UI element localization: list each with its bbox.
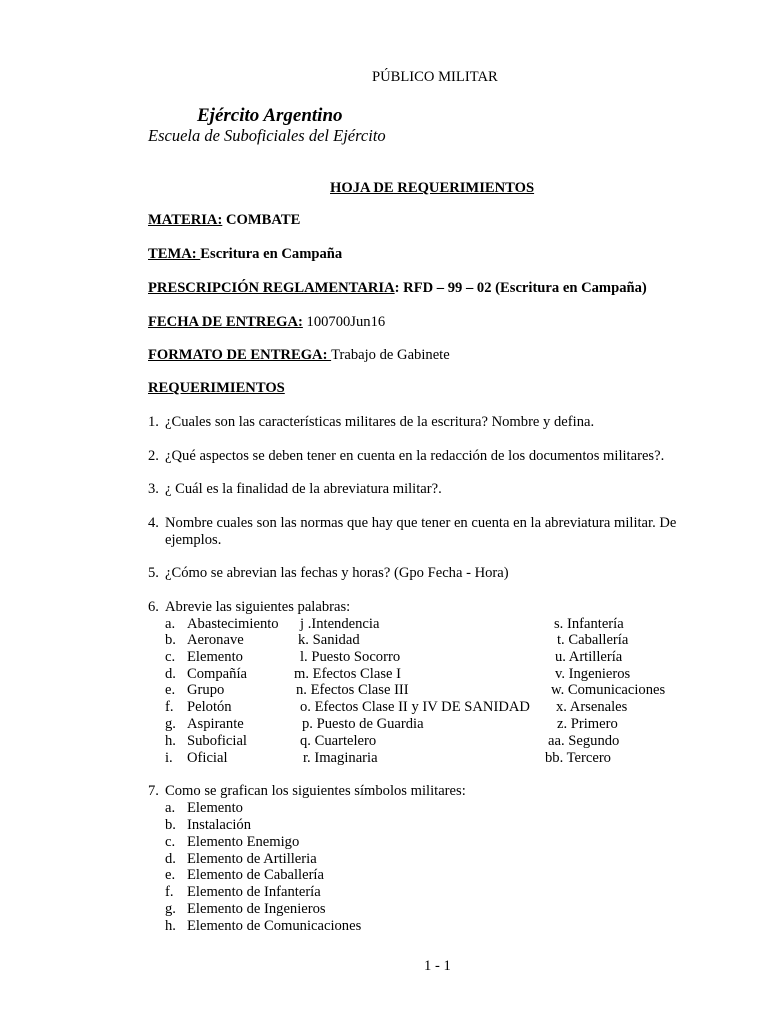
formato-label: FORMATO DE ENTREGA: (148, 347, 332, 363)
abbrev-row-g-letter: g. (165, 716, 176, 732)
formato-value: Trabajo de Gabinete (331, 347, 450, 363)
abbrev-row-a-middle: j .Intendencia (300, 616, 380, 632)
abbrev-row-i-middle: r. Imaginaria (303, 750, 378, 766)
field-materia (148, 212, 300, 229)
symbol-item-g-text: Elemento de Ingenieros (187, 901, 326, 917)
abbrev-row-h-right: aa. Segundo (548, 733, 620, 749)
abbrev-row-a-right: s. Infantería (554, 616, 624, 632)
abbrev-row-h-letter: h. (165, 733, 176, 749)
question-4-number: 4. (148, 515, 159, 531)
symbol-item-d-letter: d. (165, 851, 176, 867)
abbrev-row-b-right: t. Caballería (557, 632, 629, 648)
abbrev-row-f-word: Pelotón (187, 699, 232, 715)
symbol-item-c-letter: c. (165, 834, 176, 850)
symbol-item-f-text: Elemento de Infantería (187, 884, 321, 900)
abbrev-row-e-right: w. Comunicaciones (551, 682, 666, 698)
question-1-text: ¿Cuales son las características militares de la escritura? Nombre y defina. (165, 414, 595, 430)
abbrev-row-i-word: Oficial (187, 750, 228, 766)
symbol-item-g-letter: g. (165, 901, 176, 917)
classification-header: PÚBLICO MILITAR (372, 69, 498, 85)
question-4-text-line-2: ejemplos. (165, 532, 222, 548)
fecha-value: 100700Jun16 (302, 314, 386, 330)
fecha-label: FECHA DE ENTREGA: (148, 314, 303, 330)
materia-label: MATERIA: (148, 212, 223, 228)
field-fecha (148, 314, 385, 331)
abbrev-row-e-letter: e. (165, 682, 176, 698)
requirements-heading: REQUERIMIENTOS (148, 380, 285, 396)
symbol-item-a-text: Elemento (187, 800, 243, 816)
symbol-item-b-text: Instalación (187, 817, 252, 833)
prescripcion-value: : RFD – 99 – 02 (Escritura en Campaña) (394, 280, 647, 296)
question-2-text: ¿Qué aspectos se deben tener en cuenta en la redacción de los documentos militares?. (165, 448, 665, 464)
abbrev-row-g-right: z. Primero (557, 716, 618, 732)
field-formato (148, 347, 450, 364)
question-5-text: ¿Cómo se abrevian las fechas y horas? (Gpo Fecha - Hora) (165, 565, 509, 581)
abbrev-row-b-word: Aeronave (187, 632, 244, 648)
org-name: Ejército Argentino (197, 105, 343, 126)
abbrev-row-d-right: v. Ingenieros (555, 666, 631, 682)
question-2-number: 2. (148, 448, 159, 464)
document-title: HOJA DE REQUERIMIENTOS (330, 180, 535, 196)
symbol-item-c-text: Elemento Enemigo (187, 834, 300, 850)
question-3-text: ¿ Cuál es la finalidad de la abreviatura militar?. (165, 481, 442, 497)
symbol-item-h-text: Elemento de Comunicaciones (187, 918, 362, 934)
tema-label: TEMA: (148, 246, 201, 262)
question-6-text: Abrevie las siguientes palabras: (165, 599, 351, 615)
abbrev-row-c-middle: l. Puesto Socorro (300, 649, 401, 665)
symbol-item-h-letter: h. (165, 918, 176, 934)
symbol-item-d-text: Elemento de Artilleria (187, 851, 317, 867)
abbrev-row-h-middle: q. Cuartelero (300, 733, 377, 749)
abbrev-row-c-right: u. Artillería (555, 649, 623, 665)
field-tema (148, 246, 342, 263)
symbol-item-b-letter: b. (165, 817, 176, 833)
symbol-item-f-letter: f. (165, 884, 174, 900)
abbrev-row-a-letter: a. (165, 616, 176, 632)
abbrev-row-i-right: bb. Tercero (545, 750, 611, 766)
tema-value: Escritura en Campaña (200, 246, 343, 262)
page-number: 1 - 1 (424, 958, 451, 974)
materia-value: COMBATE (222, 212, 301, 228)
abbrev-row-b-middle: k. Sanidad (298, 632, 360, 648)
field-prescripcion (148, 280, 647, 297)
abbrev-row-c-word: Elemento (187, 649, 243, 665)
prescripcion-label: PRESCRIPCIÓN REGLAMENTARIA (148, 280, 395, 296)
question-7-number: 7. (148, 783, 159, 799)
question-7-text: Como se grafican los siguientes símbolos militares: (165, 783, 466, 799)
question-4-text-line-1: Nombre cuales son las normas que hay que tener en cuenta en la abreviatura militar. De (165, 515, 677, 531)
abbrev-row-a-word: Abastecimiento (187, 616, 279, 632)
symbol-item-e-letter: e. (165, 867, 176, 883)
abbrev-row-c-letter: c. (165, 649, 176, 665)
abbrev-row-e-word: Grupo (187, 682, 225, 698)
abbrev-row-d-letter: d. (165, 666, 176, 682)
question-1-number: 1. (148, 414, 159, 430)
abbrev-row-g-word: Aspirante (187, 716, 244, 732)
abbrev-row-d-word: Compañía (187, 666, 247, 682)
school-name: Escuela de Suboficiales del Ejército (148, 126, 386, 145)
question-6-number: 6. (148, 599, 159, 615)
abbrev-row-e-middle: n. Efectos Clase III (296, 682, 409, 698)
abbrev-row-h-word: Suboficial (187, 733, 247, 749)
question-5-number: 5. (148, 565, 159, 581)
abbrev-row-f-middle: o. Efectos Clase II y IV DE SANIDAD (300, 699, 530, 715)
abbrev-row-b-letter: b. (165, 632, 176, 648)
symbol-item-e-text: Elemento de Caballería (187, 867, 324, 883)
abbrev-row-i-letter: i. (165, 750, 173, 766)
abbrev-row-g-middle: p. Puesto de Guardia (302, 716, 424, 732)
question-3-number: 3. (148, 481, 159, 497)
abbrev-row-f-letter: f. (165, 699, 174, 715)
abbrev-row-f-right: x. Arsenales (556, 699, 628, 715)
symbol-item-a-letter: a. (165, 800, 176, 816)
abbrev-row-d-middle: m. Efectos Clase I (294, 666, 401, 682)
